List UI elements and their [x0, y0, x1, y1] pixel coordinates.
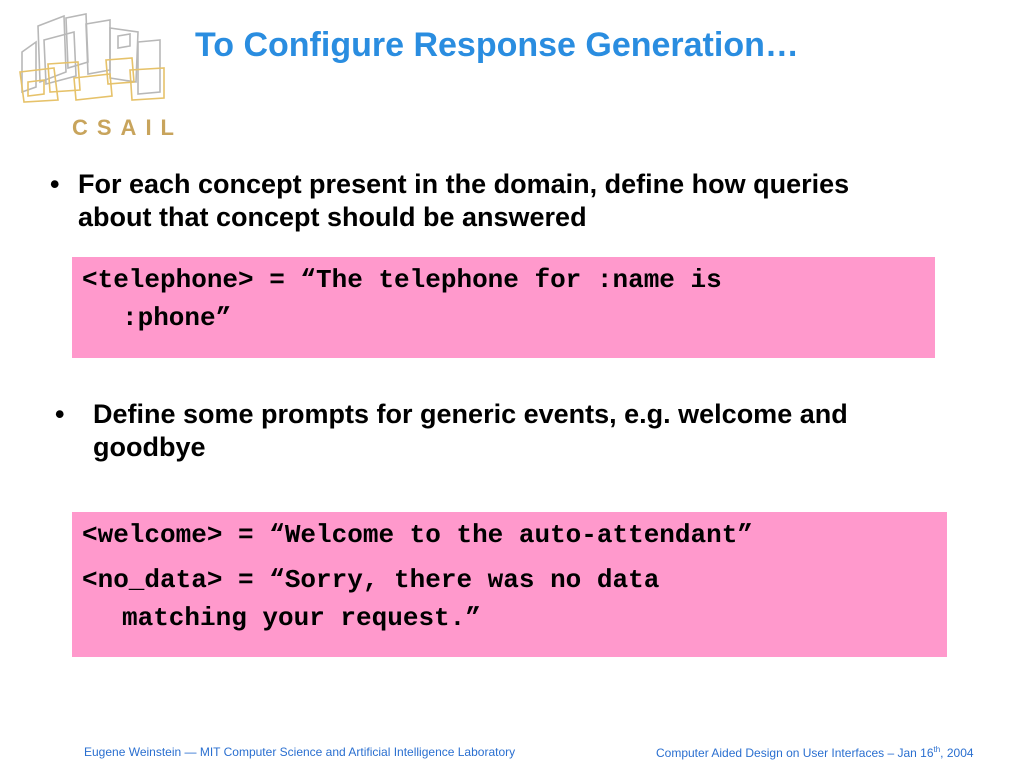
bullet-text-line: For each concept present in the domain, define how queries [78, 169, 850, 199]
csail-building-icon [14, 12, 184, 112]
footer-event-year: , 2004 [940, 746, 974, 760]
footer-event-sup: th [933, 745, 941, 754]
footer-event [656, 745, 974, 760]
code-line: matching your request.” [122, 603, 481, 633]
code-line: <welcome> = “Welcome to the auto-attendant” [82, 520, 753, 550]
bullet-text-line: goodbye [93, 432, 206, 462]
csail-logo [14, 12, 184, 140]
bullet-item-2 [55, 398, 1005, 468]
footer-author: Eugene Weinstein — MIT Computer Science and Artificial Intelligence Laboratory [84, 745, 516, 759]
code-line: :phone” [122, 303, 232, 333]
slide-title: To Configure Response Generation… [195, 26, 799, 64]
bullet-item-1 [50, 168, 1000, 238]
bullet-marker: • [50, 169, 60, 199]
bullet-marker: • [55, 399, 65, 429]
code-line: <no_data> = “Sorry, there was no data [82, 565, 660, 595]
bullet-text-line: about that concept should be answered [78, 202, 587, 232]
code-line: <telephone> = “The telephone for :name is [82, 265, 722, 295]
bullet-text-line: Define some prompts for generic events, e.g. welcome and [93, 399, 848, 429]
code-box-telephone [72, 257, 935, 358]
logo-text: CSAIL [72, 115, 183, 140]
footer-event-text: Computer Aided Design on User Interfaces – Jan 16 [656, 746, 934, 760]
code-box-prompts [72, 512, 947, 657]
